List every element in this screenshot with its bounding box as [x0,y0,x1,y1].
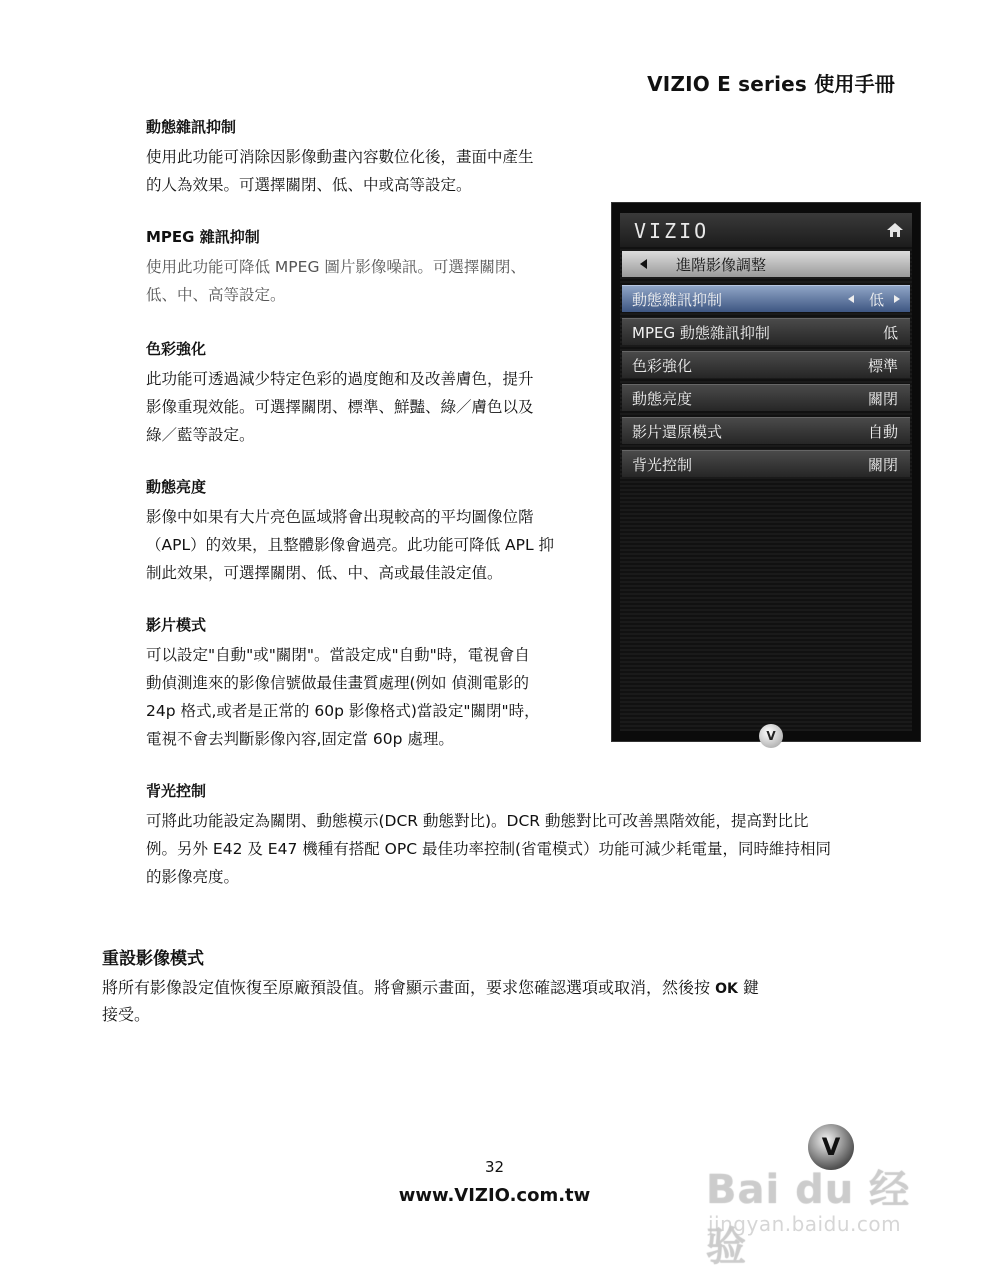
ok-key-label: OK [715,981,738,997]
tv-menu-panel [620,213,912,743]
menu-item-label: 背光控制 [632,456,693,474]
menu-item-dynamic-noise-reduction[interactable] [622,285,910,312]
section-heading: 背光控制 [146,782,207,800]
arrow-left-icon[interactable] [848,295,854,303]
section-dynamic-noise-reduction [146,116,596,199]
tv-menu-screenshot [611,202,921,742]
section-heading: 影片模式 [146,616,207,634]
scroll-down-icon[interactable]: V [759,724,783,748]
watermark-brand: Bai du 经验 [706,1167,911,1270]
submenu-header[interactable] [622,251,910,277]
section-film-mode [146,614,596,753]
section-backlight-control [146,780,906,891]
menu-item-label: 動態雜訊抑制 [632,291,723,309]
page-number: 32 [484,1158,505,1176]
watermark-url: jingyan.baidu.com [708,1212,902,1236]
vizio-badge-icon: V [808,1124,854,1170]
menu-item-label: 動態亮度 [632,390,693,408]
section-heading: MPEG 雜訊抑制 [146,228,260,246]
menu-item-value: 標準 [867,357,898,375]
section-heading: 動態雜訊抑制 [146,118,237,136]
section-heading: 色彩強化 [146,340,207,358]
section-reset-picture-mode [102,944,902,1028]
section-heading: 重設影像模式 [102,949,204,969]
section-body: 此功能可透過減少特定色彩的過度飽和及改善膚色，提升 影像重現效能。可選擇關閉、標準、鮮豔、綠／膚色以及 綠／藍等設定。 [146,370,534,444]
menu-item-label: 影片還原模式 [632,423,723,441]
header-title: VIZIO E series 使用手冊 [647,72,895,96]
submenu-title: 進階影像調整 [676,256,767,274]
section-heading: 動態亮度 [146,478,207,496]
section-body: 使用此功能可消除因影像動畫內容數位化後，畫面中產生 的人為效果。可選擇關閉、低、中或高等設定。 [146,148,534,194]
menu-item-dynamic-brightness[interactable] [622,384,910,411]
section-body: 可將此功能設定為關閉、動態模示(DCR 動態對比)。DCR 動態對比可改善黑階效能，提高對比比 例。另外 E42 及 E47 機種有搭配 OPC 最佳功率控制(省電模式）功能可減少耗電量，同時維持相同 的影像亮度。 [146,812,832,886]
menu-item-value: 低 [868,291,884,309]
menu-item-color-enhancement[interactable] [622,351,910,378]
section-body: 使用此功能可降低 MPEG 圖片影像噪訊。可選擇關閉、 低、中、高等設定。 [146,258,526,304]
section-body: 可以設定"自動"或"關閉"。當設定成"自動"時，電視會自 動偵測進來的影像信號做最佳畫質處理(例如 偵測電影的 24p 格式,或者是正常的 60p 影像格式)當設定"關閉"時， 電視不會去判斷影像內容,固定當 60p 處理。 [146,646,540,748]
footer-url: www.VIZIO.com.tw [398,1185,591,1206]
menu-list [622,285,910,483]
menu-item-value: 自動 [867,423,898,441]
back-arrow-icon[interactable] [640,259,647,269]
section-color-enhancement [146,338,596,449]
menu-item-film-mode[interactable] [622,417,910,444]
menu-item-label: 色彩強化 [632,357,693,375]
menu-item-backlight-control[interactable] [622,450,910,477]
section-dynamic-brightness [146,476,596,587]
menu-item-value: 關閉 [867,390,898,408]
tv-menu-topbar [620,213,912,247]
menu-item-value: 關閉 [867,456,898,474]
menu-item-value: 低 [882,324,898,342]
section-body: 影像中如果有大片亮色區域將會出現較高的平均圖像位階 （APL）的效果，且整體影像會過亮。此功能可降低 APL 抑 制此效果，可選擇關閉、低、中、高或最佳設定值。 [146,508,555,582]
menu-item-mpeg-noise-reduction[interactable] [622,318,910,345]
baidu-watermark [700,1124,950,1270]
menu-item-label: MPEG 動態雜訊抑制 [632,324,770,342]
arrow-right-icon[interactable] [894,295,900,303]
home-icon[interactable] [886,222,904,238]
section-body: 將所有影像設定值恢復至原廠預設值。將會顯示畫面，要求您確認選項或取消，然後按 OK 鍵 接受。 [102,978,759,1024]
vizio-logo: VIZIO [634,219,710,243]
section-mpeg-noise-reduction [146,226,596,309]
